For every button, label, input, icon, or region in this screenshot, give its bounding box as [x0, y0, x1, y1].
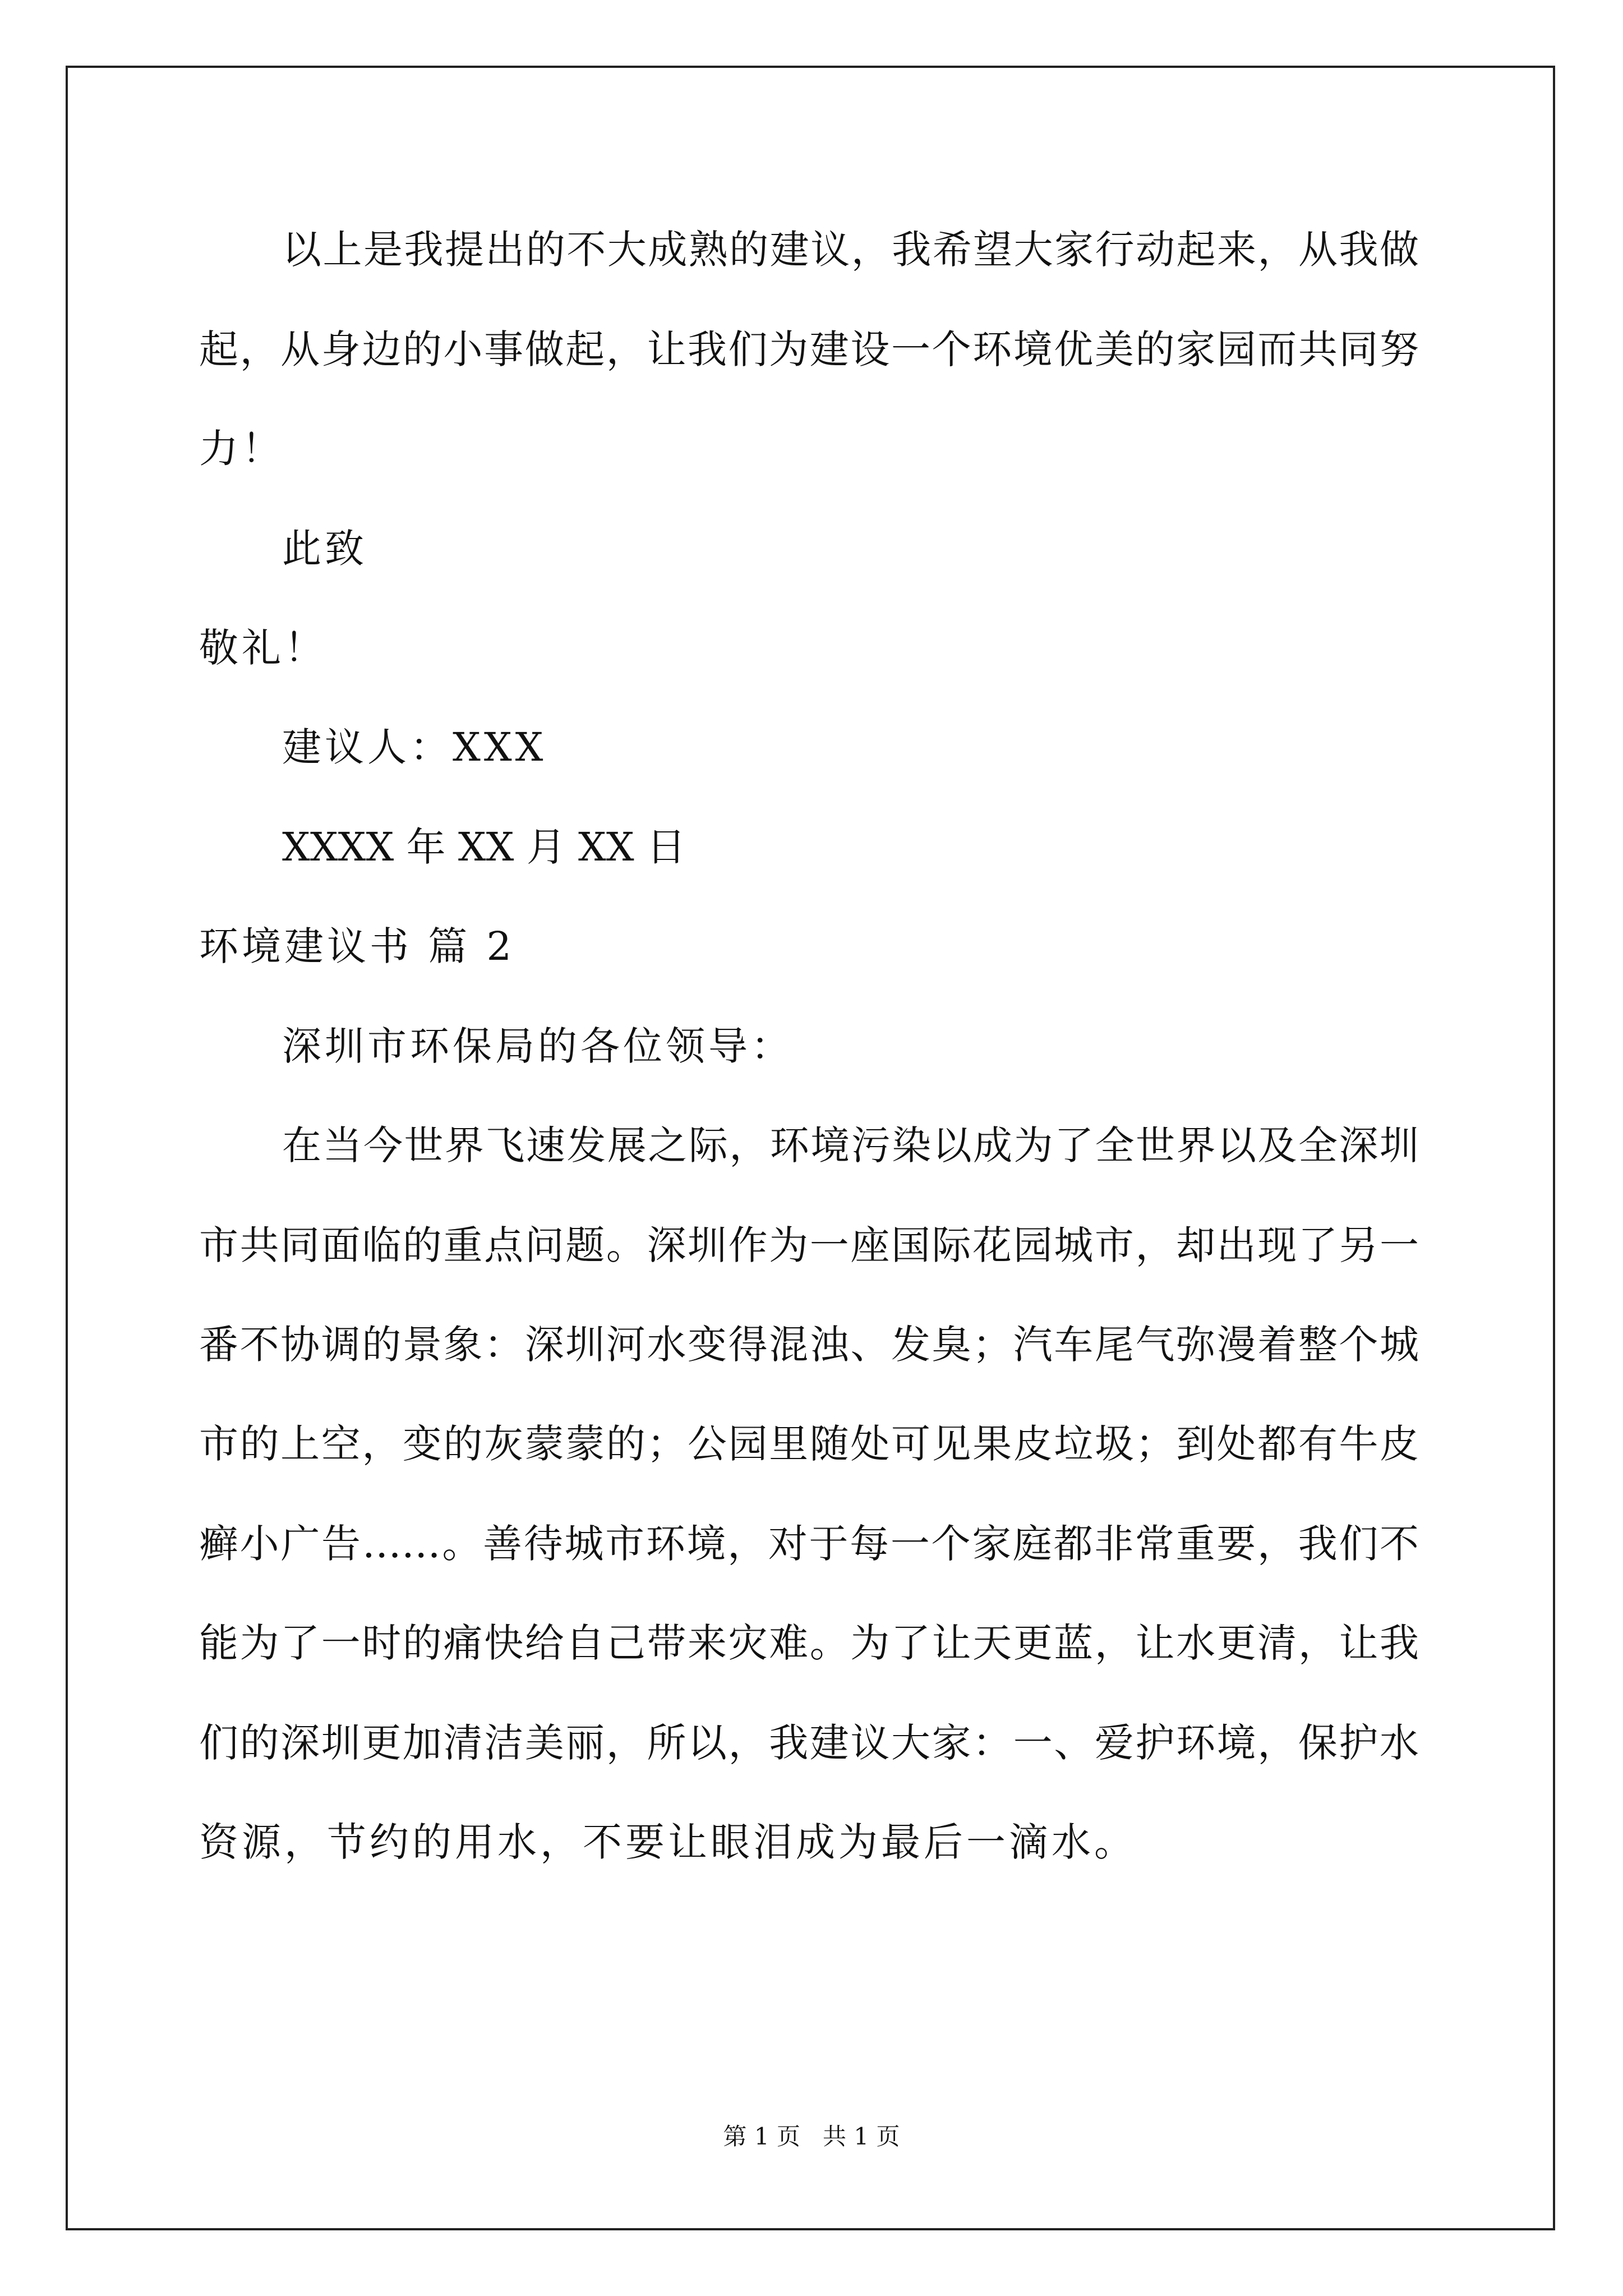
- date-line: XXXX 年 XX 月 XX 日: [282, 824, 686, 870]
- paragraph2-line-1: 在当今世界飞速发展之际，环境污染以成为了全世界以及全深圳: [282, 1122, 1419, 1168]
- page-total: 共 1 页: [823, 2123, 900, 2150]
- paragraph-line-2: 起，从身边的小事做起，让我们为建设一个环境优美的家园而共同努: [199, 326, 1419, 372]
- section-heading: 环境建议书 篇 2: [199, 923, 515, 969]
- signer-line: 建议人：XXX: [282, 724, 547, 770]
- paragraph2-line-7: 们的深圳更加清洁美丽，所以，我建议大家：一、爱护环境，保护水: [199, 1720, 1419, 1766]
- paragraph2-line-2: 市共同面临的重点问题。深圳作为一座国际花园城市，却出现了另一: [199, 1222, 1419, 1268]
- salutation-text: 此致: [282, 526, 367, 572]
- paragraph2-line-4: 市的上空，变的灰蒙蒙的；公园里随处可见果皮垃圾；到处都有牛皮: [199, 1421, 1419, 1467]
- paragraph2-line-8: 资源，节约的用水，不要让眼泪成为最后一滴水。: [199, 1819, 1137, 1865]
- footer-spacer: [800, 2123, 823, 2150]
- page-number: 第 1 页: [723, 2123, 800, 2150]
- page-footer: [0, 2125, 1623, 2148]
- regards-text: 敬礼！: [199, 625, 327, 671]
- paragraph2-line-3: 番不协调的景象：深圳河水变得混浊、发臭；汽车尾气弥漫着整个城: [199, 1322, 1419, 1368]
- paragraph-line-1: 以上是我提出的不大成熟的建议，我希望大家行动起来，从我做: [282, 227, 1419, 273]
- letter-addressee: 深圳市环保局的各位领导：: [282, 1023, 794, 1069]
- paragraph2-line-6: 能为了一时的痛快给自己带来灾难。为了让天更蓝，让水更清，让我: [199, 1620, 1419, 1666]
- paragraph2-line-5: 癣小广告……。善待城市环境，对于每一个家庭都非常重要，我们不: [199, 1521, 1419, 1567]
- paragraph-line-3: 力！: [199, 426, 284, 472]
